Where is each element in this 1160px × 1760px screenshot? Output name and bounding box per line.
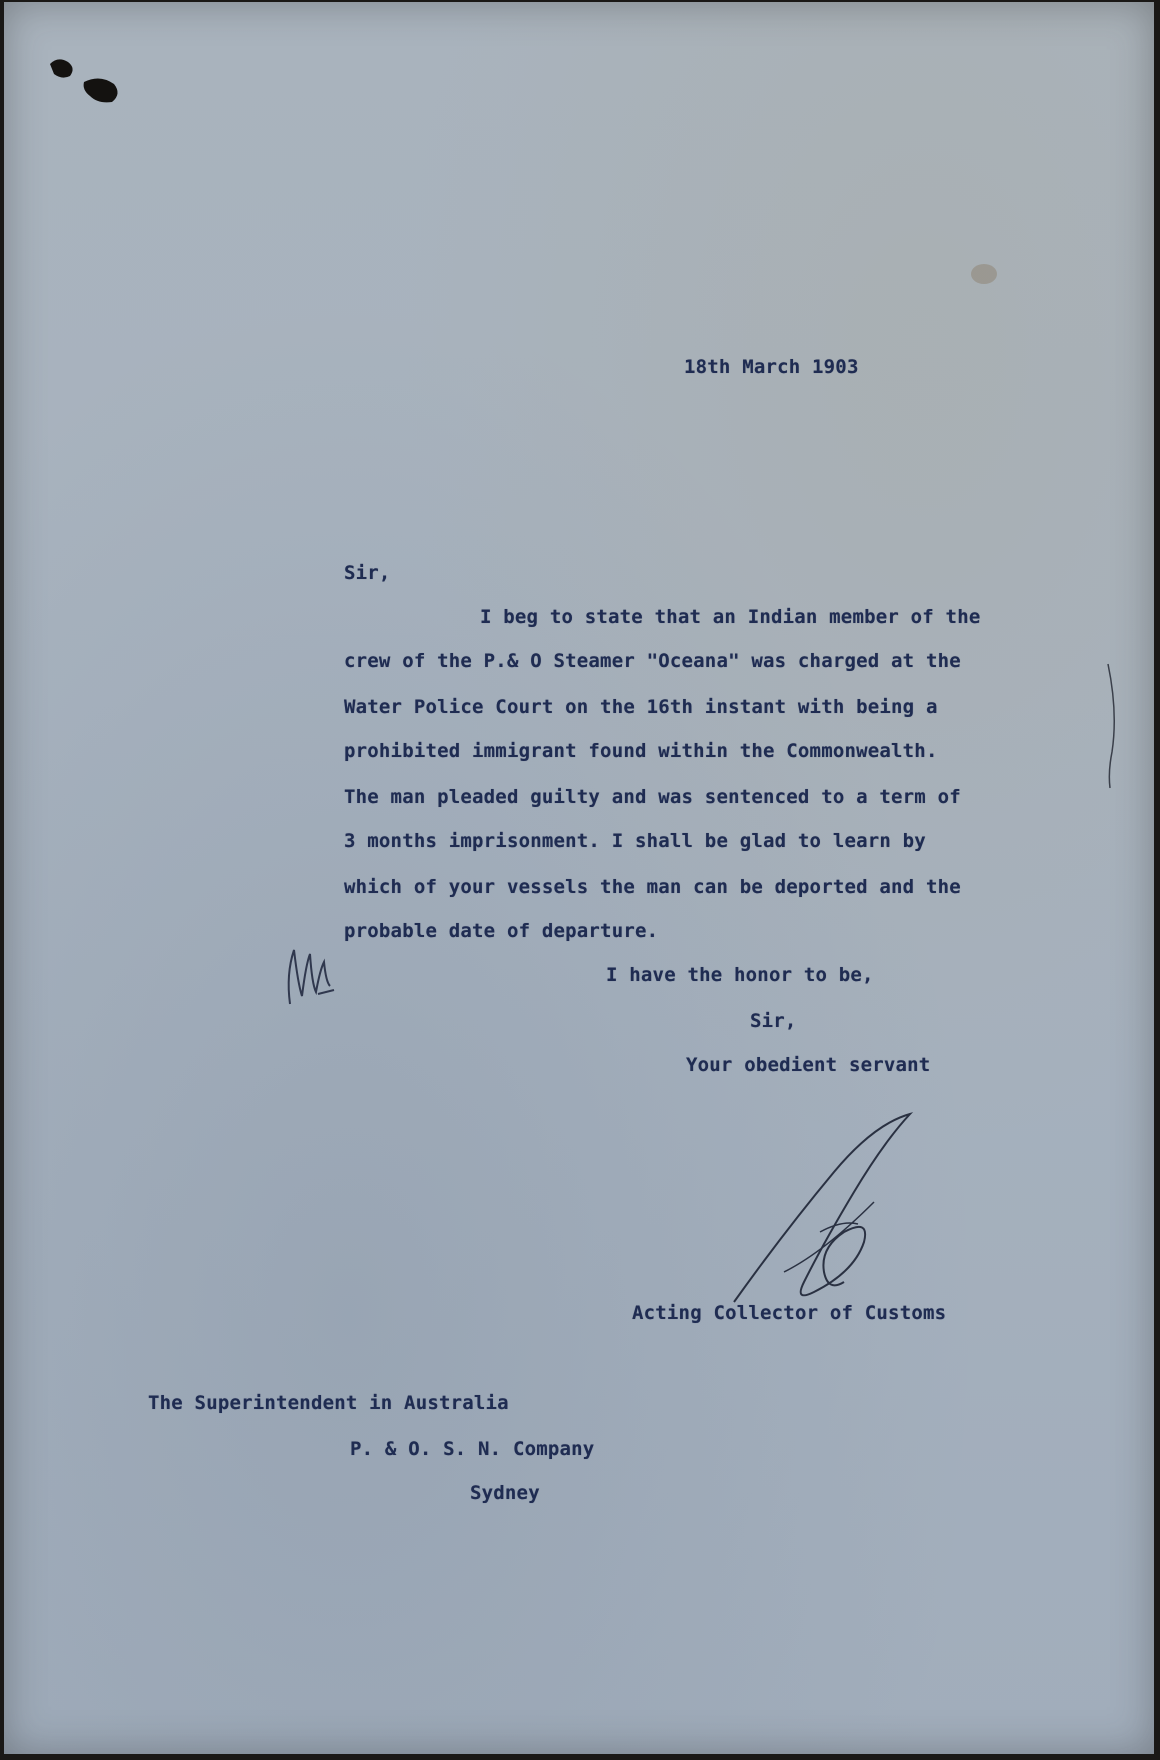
body-line-7: which of your vessels the man can be deported and the	[344, 876, 961, 898]
body-line-3: Water Police Court on the 16th instant with being a	[344, 696, 938, 718]
margin-initials	[282, 934, 342, 1014]
body-line-6: 3 months imprisonment. I shall be glad to learn by	[344, 830, 926, 852]
body-line-4: prohibited immigrant found within the Commonwealth.	[344, 740, 938, 762]
body-line-2: crew of the P.& O Steamer "Oceana" was charged at the	[344, 650, 961, 672]
body-line-8: probable date of departure.	[344, 920, 659, 942]
handwritten-signature	[724, 1112, 924, 1312]
salutation: Sir,	[344, 562, 391, 584]
closing-line-2: Sir,	[750, 1010, 797, 1032]
addressee-line-2: P. & O. S. N. Company	[350, 1438, 595, 1460]
torn-corner-mark	[48, 54, 138, 124]
closing-line-1: I have the honor to be,	[606, 964, 874, 986]
body-line-5: The man pleaded guilty and was sentenced to a term of	[344, 786, 961, 808]
letter-date: 18th March 1903	[684, 356, 859, 378]
closing-line-3: Your obedient servant	[686, 1054, 931, 1076]
margin-pencil-mark	[1104, 662, 1124, 792]
body-line-1: I beg to state that an Indian member of the	[480, 606, 981, 628]
addressee-line-3: Sydney	[470, 1482, 540, 1504]
signatory-title: Acting Collector of Customs	[632, 1302, 947, 1324]
paper-stain	[964, 252, 1004, 292]
letter-page	[4, 2, 1154, 1754]
addressee-line-1: The Superintendent in Australia	[148, 1392, 509, 1414]
